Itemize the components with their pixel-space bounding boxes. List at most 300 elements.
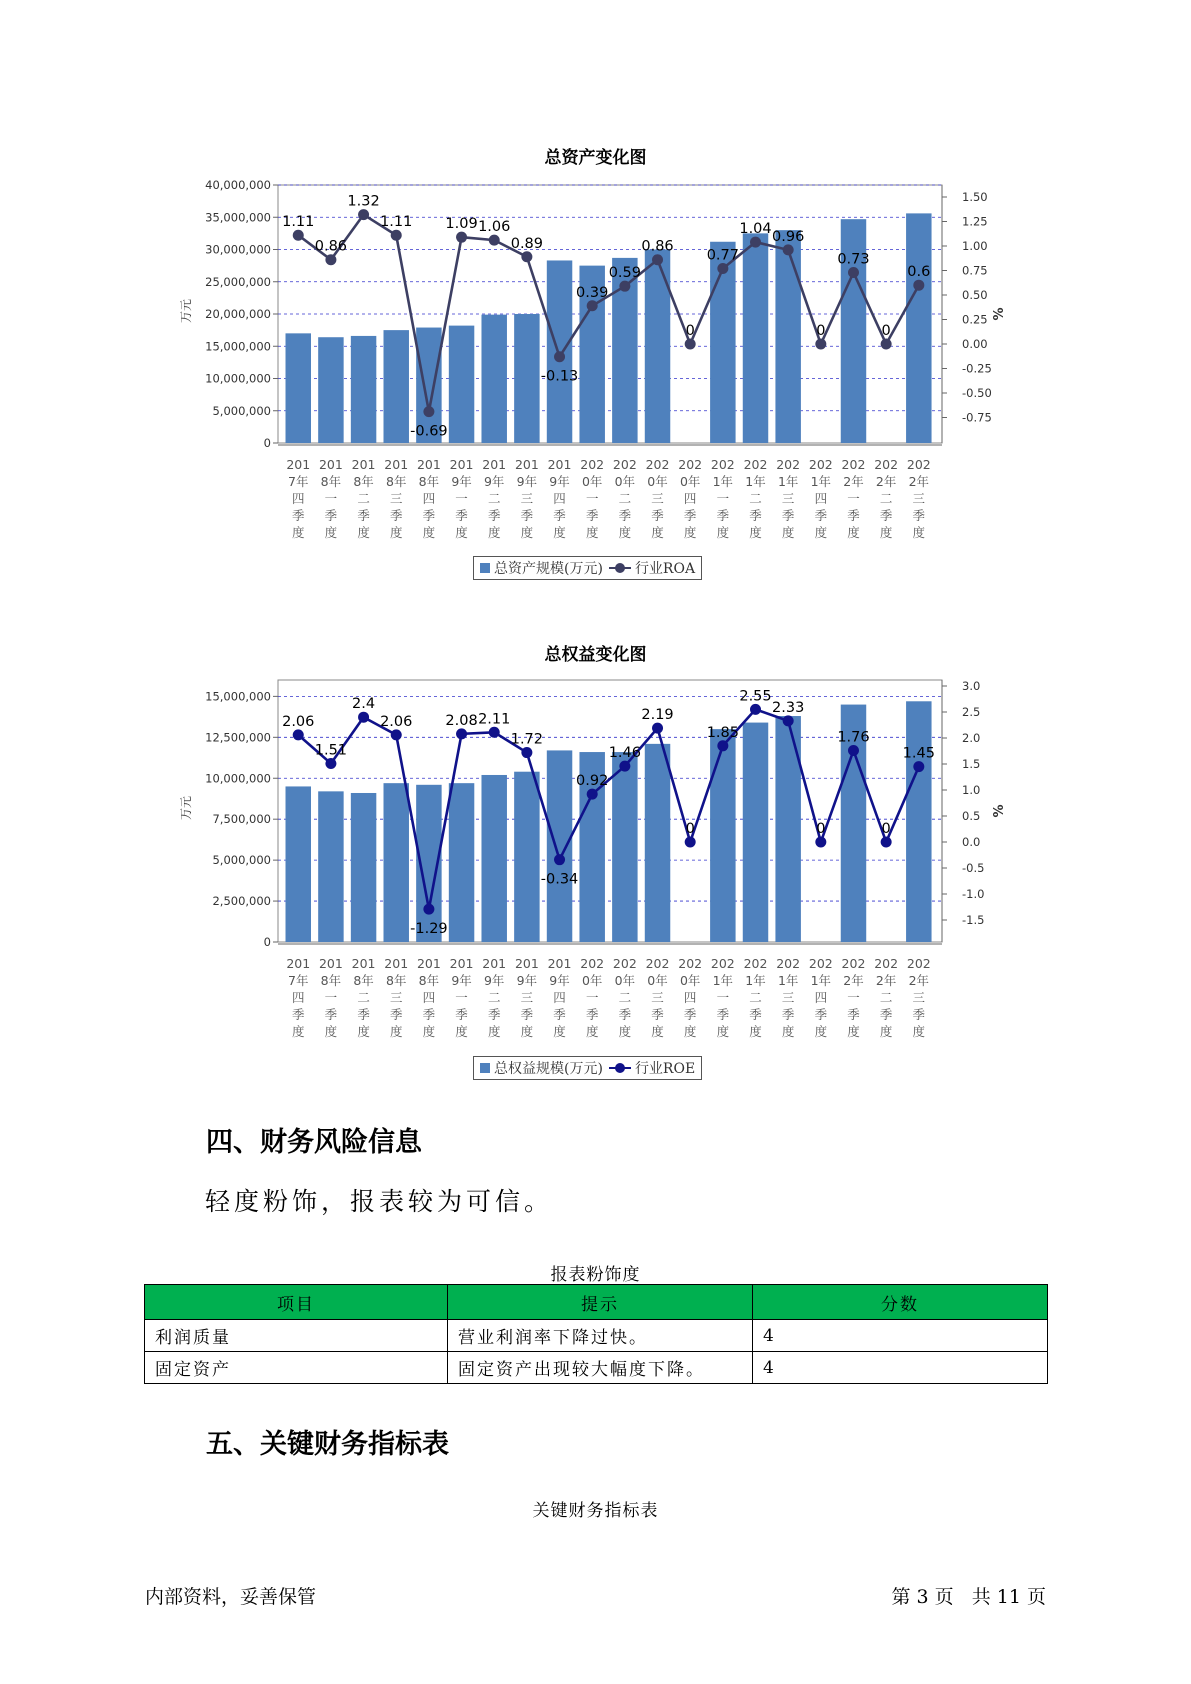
line-point — [848, 267, 859, 278]
x-tick-label: 202 — [612, 457, 637, 472]
x-tick-label: 季 — [324, 508, 338, 523]
x-tick-label: 四 — [814, 990, 828, 1005]
data-label: 1.06 — [478, 219, 511, 236]
x-tick-label: 度 — [749, 525, 762, 540]
x-tick-label: 201 — [384, 956, 409, 971]
data-label: 0.96 — [772, 228, 805, 245]
data-label: 0.39 — [576, 284, 609, 301]
x-tick-label: 二 — [487, 491, 501, 506]
x-tick-label: 季 — [357, 508, 370, 523]
x-tick-label: 度 — [683, 525, 697, 540]
x-tick-label: 2年 — [875, 474, 897, 489]
x-tick-label: 季 — [879, 1007, 893, 1022]
line-point — [619, 761, 630, 772]
x-tick-label: 度 — [585, 1024, 599, 1039]
y-right-tick-label: 2.5 — [962, 705, 981, 719]
y-left-tick-label: 30,000,000 — [205, 242, 271, 257]
cell-hint: 营业利润率下降过快。 — [448, 1320, 753, 1352]
x-tick-label: 202 — [841, 457, 866, 472]
x-tick-label: 度 — [814, 525, 828, 540]
x-tick-label: 度 — [487, 1024, 501, 1039]
col-header-hint: 提示 — [448, 1285, 753, 1320]
x-tick-label: 三 — [389, 491, 403, 506]
x-tick-label: 度 — [781, 525, 795, 540]
legend-line-marker — [609, 1063, 631, 1073]
x-tick-label: 一 — [716, 990, 730, 1005]
x-tick-label: 四 — [291, 990, 305, 1005]
line-point — [685, 837, 696, 848]
x-tick-label: 9年 — [451, 474, 472, 489]
line-point — [717, 263, 728, 274]
x-tick-label: 四 — [814, 491, 828, 506]
line-point — [521, 251, 532, 262]
y-left-tick-label: 15,000,000 — [205, 689, 271, 704]
data-label: 2.19 — [641, 707, 674, 724]
x-tick-label: 度 — [585, 525, 599, 540]
legend-line-label: 行业ROA — [634, 561, 696, 577]
line-point — [750, 237, 761, 248]
data-label: 1.32 — [347, 193, 380, 210]
x-tick-label: 三 — [912, 491, 926, 506]
bar — [906, 213, 931, 443]
x-tick-label: 二 — [749, 990, 762, 1005]
x-tick-label: 四 — [553, 491, 566, 506]
x-tick-label: 9年 — [483, 973, 505, 988]
bar — [481, 315, 506, 443]
cell-item: 固定资产 — [145, 1352, 448, 1384]
line-point — [913, 761, 924, 772]
table-caption: 报表粉饰度 — [550, 1265, 641, 1285]
x-tick-label: 8年 — [386, 474, 407, 489]
data-label: 0.59 — [608, 265, 642, 282]
x-tick-label: 季 — [683, 508, 697, 523]
data-label: 1.85 — [706, 724, 739, 741]
line-point — [619, 281, 630, 292]
x-tick-label: 202 — [874, 956, 899, 971]
data-label: 2.33 — [772, 699, 805, 716]
x-tick-label: 度 — [618, 525, 632, 540]
bar — [481, 775, 506, 942]
x-tick-label: 0年 — [581, 474, 603, 489]
x-tick-label: 季 — [389, 1007, 403, 1022]
bar — [710, 729, 735, 942]
x-tick-label: 季 — [781, 1007, 795, 1022]
x-tick-label: 季 — [455, 508, 468, 523]
col-header-score: 分数 — [753, 1285, 1048, 1320]
x-tick-label: 季 — [814, 508, 828, 523]
bar — [351, 336, 376, 443]
x-tick-label: 季 — [553, 1007, 566, 1022]
x-tick-label: 季 — [520, 1007, 534, 1022]
data-label: 0.77 — [706, 247, 739, 264]
x-tick-label: 202 — [612, 956, 637, 971]
cell-item: 利润质量 — [145, 1320, 448, 1352]
line-point — [489, 235, 500, 246]
data-label: 1.11 — [380, 214, 413, 231]
x-tick-label: 0年 — [679, 474, 701, 489]
x-tick-label: 二 — [618, 491, 632, 506]
x-tick-label: 1年 — [712, 973, 734, 988]
y-right-tick-label: 1.50 — [962, 190, 988, 204]
chart-title: 总权益变化图 — [544, 645, 647, 665]
data-label: -1.29 — [410, 921, 448, 938]
y-right-tick-label: 0.0 — [962, 835, 981, 849]
x-tick-label: 二 — [749, 491, 762, 506]
line-point — [881, 837, 892, 848]
x-tick-label: 季 — [912, 508, 926, 523]
x-tick-label: 四 — [683, 990, 697, 1005]
x-tick-label: 季 — [487, 508, 501, 523]
x-tick-label: 季 — [847, 508, 860, 523]
y-right-tick-label: 1.0 — [962, 783, 981, 797]
x-tick-label: 季 — [291, 1007, 305, 1022]
x-tick-label: 四 — [291, 491, 305, 506]
y-left-tick-label: 10,000,000 — [205, 771, 271, 786]
y-right-tick-label: -0.5 — [962, 861, 985, 875]
bar — [286, 333, 311, 443]
x-tick-label: 季 — [422, 508, 436, 523]
x-tick-label: 度 — [357, 1024, 370, 1039]
y-left-tick-label: 40,000,000 — [205, 178, 271, 192]
table-caption: 关键财务指标表 — [532, 1501, 659, 1521]
col-header-item: 项目 — [145, 1285, 448, 1320]
y-right-tick-label: -0.75 — [962, 410, 992, 425]
x-tick-label: 度 — [520, 525, 534, 540]
x-tick-label: 0年 — [581, 973, 603, 988]
x-tick-label: 0年 — [647, 973, 668, 988]
x-tick-label: 202 — [710, 457, 735, 472]
line-point — [391, 729, 402, 740]
x-tick-label: 三 — [651, 990, 664, 1005]
x-tick-label: 三 — [651, 491, 664, 506]
line-point — [554, 351, 565, 362]
legend-bar-label: 总资产规模(万元) — [494, 561, 603, 577]
x-tick-label: 201 — [416, 457, 441, 472]
x-tick-label: 2年 — [908, 973, 930, 988]
y-left-tick-label: 5,000,000 — [212, 403, 271, 418]
data-label: 1.46 — [608, 745, 642, 762]
x-tick-label: 度 — [814, 1024, 828, 1039]
line-point — [652, 723, 663, 734]
x-tick-label: 二 — [879, 990, 893, 1005]
line-point — [815, 837, 826, 848]
bar — [547, 750, 572, 942]
x-tick-label: 季 — [455, 1007, 468, 1022]
bar — [645, 744, 670, 942]
y-right-axis-label: % — [992, 804, 1007, 818]
line-point — [554, 854, 565, 865]
data-label: 2.4 — [352, 696, 376, 713]
x-tick-label: 度 — [553, 525, 566, 540]
total-assets-chart — [0, 170, 1191, 560]
bar — [286, 786, 311, 942]
y-right-tick-label: 0.00 — [962, 337, 988, 351]
line-point — [521, 747, 532, 758]
line-point — [456, 232, 467, 243]
data-label: 0.86 — [314, 238, 348, 255]
x-tick-label: 202 — [906, 956, 931, 971]
x-tick-label: 8年 — [353, 474, 374, 489]
cell-score: 4 — [753, 1320, 1048, 1352]
data-label: 1.76 — [837, 729, 870, 746]
x-tick-label: 202 — [645, 956, 670, 971]
table-row — [145, 1352, 1048, 1384]
bar — [514, 314, 539, 443]
x-tick-label: 201 — [286, 956, 311, 971]
data-label: 2.08 — [445, 712, 478, 729]
x-tick-label: 季 — [422, 1007, 436, 1022]
x-tick-label: 202 — [743, 457, 768, 472]
x-tick-label: 一 — [324, 491, 338, 506]
x-tick-label: 度 — [651, 525, 664, 540]
x-tick-label: 2年 — [843, 973, 864, 988]
x-tick-label: 季 — [487, 1007, 501, 1022]
y-right-tick-label: 3.0 — [962, 679, 981, 693]
line-point — [750, 704, 761, 715]
y-left-tick-label: 7,500,000 — [212, 812, 271, 827]
y-left-axis-label: 万元 — [179, 298, 193, 324]
x-tick-label: 季 — [879, 508, 893, 523]
x-tick-label: 7年 — [288, 973, 309, 988]
y-right-tick-label: -1.5 — [962, 913, 985, 927]
x-tick-label: 9年 — [451, 973, 472, 988]
bar — [743, 723, 768, 942]
x-tick-label: 201 — [514, 457, 539, 472]
x-tick-label: 度 — [455, 1024, 468, 1039]
x-tick-label: 度 — [879, 525, 893, 540]
line-point — [325, 758, 336, 769]
x-tick-label: 一 — [847, 491, 860, 506]
x-tick-label: 202 — [776, 457, 801, 472]
data-label: 0.6 — [907, 264, 931, 281]
bar — [514, 772, 539, 942]
data-label: -0.13 — [540, 368, 579, 385]
x-tick-label: 季 — [781, 508, 795, 523]
x-tick-label: 季 — [520, 508, 534, 523]
y-left-tick-label: 0 — [263, 436, 271, 450]
x-tick-label: 三 — [781, 990, 795, 1005]
data-label: 0 — [685, 323, 695, 339]
x-tick-label: 201 — [482, 457, 507, 472]
x-tick-label: 度 — [357, 525, 370, 540]
y-left-tick-label: 5,000,000 — [212, 853, 271, 868]
data-label: 1.51 — [314, 742, 348, 759]
bar — [383, 330, 408, 443]
line-point — [913, 280, 924, 291]
x-tick-label: 201 — [351, 457, 376, 472]
x-tick-label: 202 — [808, 457, 833, 472]
data-label: 1.04 — [739, 221, 772, 238]
x-tick-label: 202 — [776, 956, 801, 971]
data-label: 1.45 — [902, 745, 935, 762]
x-tick-label: 一 — [585, 491, 599, 506]
x-tick-label: 9年 — [483, 474, 505, 489]
bar — [449, 783, 474, 942]
x-tick-label: 7年 — [288, 474, 309, 489]
data-label: 0 — [881, 821, 891, 837]
x-tick-label: 度 — [455, 525, 468, 540]
table-header-row — [145, 1285, 1048, 1320]
x-tick-label: 201 — [449, 956, 474, 971]
x-tick-label: 季 — [357, 1007, 370, 1022]
data-label: 0.89 — [510, 235, 544, 252]
x-tick-label: 度 — [324, 525, 338, 540]
whitewash-table — [144, 1284, 1048, 1384]
x-tick-label: 三 — [389, 990, 403, 1005]
x-tick-label: 9年 — [516, 474, 538, 489]
line-point — [325, 254, 336, 265]
x-tick-label: 0年 — [614, 973, 636, 988]
x-tick-label: 201 — [547, 956, 572, 971]
x-tick-label: 0年 — [614, 474, 636, 489]
data-label: 2.55 — [739, 688, 772, 705]
x-tick-label: 二 — [618, 990, 632, 1005]
x-tick-label: 0年 — [679, 973, 701, 988]
y-left-tick-label: 0 — [263, 935, 271, 949]
x-tick-label: 季 — [324, 1007, 338, 1022]
x-tick-label: 三 — [520, 990, 534, 1005]
total-equity-chart — [0, 670, 1191, 1060]
chart-title: 总资产变化图 — [544, 148, 647, 168]
table-row — [145, 1320, 1048, 1352]
line-point — [652, 254, 663, 265]
line-point — [293, 729, 304, 740]
x-tick-label: 1年 — [777, 973, 799, 988]
x-tick-label: 201 — [384, 457, 409, 472]
bar — [449, 326, 474, 443]
x-tick-label: 三 — [520, 491, 534, 506]
x-tick-label: 二 — [879, 491, 893, 506]
x-tick-label: 度 — [716, 1024, 730, 1039]
y-right-tick-label: 0.25 — [962, 312, 988, 327]
x-tick-label: 202 — [678, 956, 703, 971]
x-tick-label: 季 — [585, 508, 599, 523]
line-point — [881, 339, 892, 350]
x-tick-label: 9年 — [549, 973, 570, 988]
x-tick-label: 8年 — [386, 973, 407, 988]
chart-legend — [473, 1056, 702, 1080]
x-tick-label: 一 — [455, 990, 468, 1005]
data-label: 1.09 — [445, 216, 478, 233]
bar — [743, 233, 768, 443]
x-tick-label: 四 — [553, 990, 566, 1005]
line-point — [456, 728, 467, 739]
bar — [383, 783, 408, 942]
x-tick-label: 1年 — [810, 474, 832, 489]
y-left-tick-label: 20,000,000 — [205, 307, 271, 321]
x-tick-label: 度 — [847, 525, 860, 540]
data-label: 2.06 — [282, 713, 315, 730]
x-tick-label: 一 — [716, 491, 730, 506]
line-point — [587, 300, 598, 311]
data-label: 0.73 — [837, 251, 870, 268]
x-tick-label: 201 — [547, 457, 572, 472]
x-tick-label: 度 — [291, 525, 305, 540]
x-tick-label: 1年 — [745, 474, 766, 489]
y-right-tick-label: -0.50 — [962, 386, 992, 400]
x-tick-label: 度 — [422, 1024, 436, 1039]
legend-bar-swatch — [480, 563, 490, 573]
x-tick-label: 202 — [841, 956, 866, 971]
y-right-tick-label: 1.00 — [962, 239, 988, 253]
x-tick-label: 201 — [449, 457, 474, 472]
legend-line-marker — [609, 563, 631, 573]
bar — [645, 250, 670, 444]
x-tick-label: 度 — [291, 1024, 305, 1039]
x-tick-label: 度 — [716, 525, 730, 540]
x-tick-label: 季 — [651, 508, 664, 523]
y-right-tick-label: 0.75 — [962, 263, 988, 278]
legend-bar-label: 总权益规模(万元) — [494, 1061, 603, 1077]
y-right-tick-label: 0.5 — [962, 809, 981, 823]
data-label: 1.11 — [282, 214, 315, 231]
bar — [318, 791, 343, 942]
line-point — [685, 339, 696, 350]
x-tick-label: 9年 — [516, 973, 538, 988]
x-tick-label: 2年 — [843, 474, 864, 489]
x-tick-label: 202 — [808, 956, 833, 971]
x-tick-label: 度 — [683, 1024, 697, 1039]
bar — [906, 701, 931, 942]
x-tick-label: 四 — [422, 491, 436, 506]
x-tick-label: 8年 — [320, 474, 342, 489]
y-left-tick-label: 15,000,000 — [205, 339, 271, 354]
x-tick-label: 度 — [618, 1024, 632, 1039]
line-point — [423, 904, 434, 915]
data-label: 0 — [685, 821, 695, 837]
x-tick-label: 202 — [906, 457, 931, 472]
x-tick-label: 202 — [645, 457, 670, 472]
line-point — [293, 230, 304, 241]
x-tick-label: 度 — [422, 525, 436, 540]
x-tick-label: 0年 — [647, 474, 668, 489]
x-tick-label: 度 — [781, 1024, 795, 1039]
bar — [612, 752, 637, 942]
x-tick-label: 201 — [416, 956, 441, 971]
x-tick-label: 202 — [874, 457, 899, 472]
y-right-tick-label: -0.25 — [962, 361, 992, 376]
y-left-tick-label: 2,500,000 — [212, 894, 271, 909]
x-tick-label: 201 — [318, 956, 343, 971]
x-tick-label: 度 — [487, 525, 501, 540]
x-tick-label: 季 — [618, 508, 632, 523]
x-tick-label: 度 — [912, 525, 926, 540]
x-tick-label: 度 — [651, 1024, 664, 1039]
chart-legend — [473, 556, 702, 580]
y-right-axis-label: % — [992, 307, 1007, 321]
y-right-tick-label: -1.0 — [962, 887, 985, 901]
x-tick-label: 201 — [482, 956, 507, 971]
cell-hint: 固定资产出现较大幅度下降。 — [448, 1352, 753, 1384]
x-tick-label: 季 — [847, 1007, 860, 1022]
data-label: 2.06 — [380, 713, 413, 730]
x-tick-label: 201 — [286, 457, 311, 472]
x-tick-label: 季 — [749, 1007, 762, 1022]
y-right-tick-label: 1.25 — [962, 214, 988, 229]
line-point — [815, 339, 826, 350]
bar — [318, 337, 343, 443]
y-right-tick-label: 1.5 — [962, 757, 981, 771]
y-left-axis-label: 万元 — [179, 795, 193, 821]
risk-summary: 轻度粉饰，报表较为可信。 — [205, 1187, 554, 1216]
footer-page-number: 第 3 页 共 11 页 — [891, 1586, 1046, 1608]
x-tick-label: 8年 — [418, 474, 440, 489]
line-point — [783, 244, 794, 255]
x-tick-label: 8年 — [418, 973, 440, 988]
line-point — [848, 745, 859, 756]
line-point — [783, 715, 794, 726]
x-tick-label: 8年 — [320, 973, 342, 988]
